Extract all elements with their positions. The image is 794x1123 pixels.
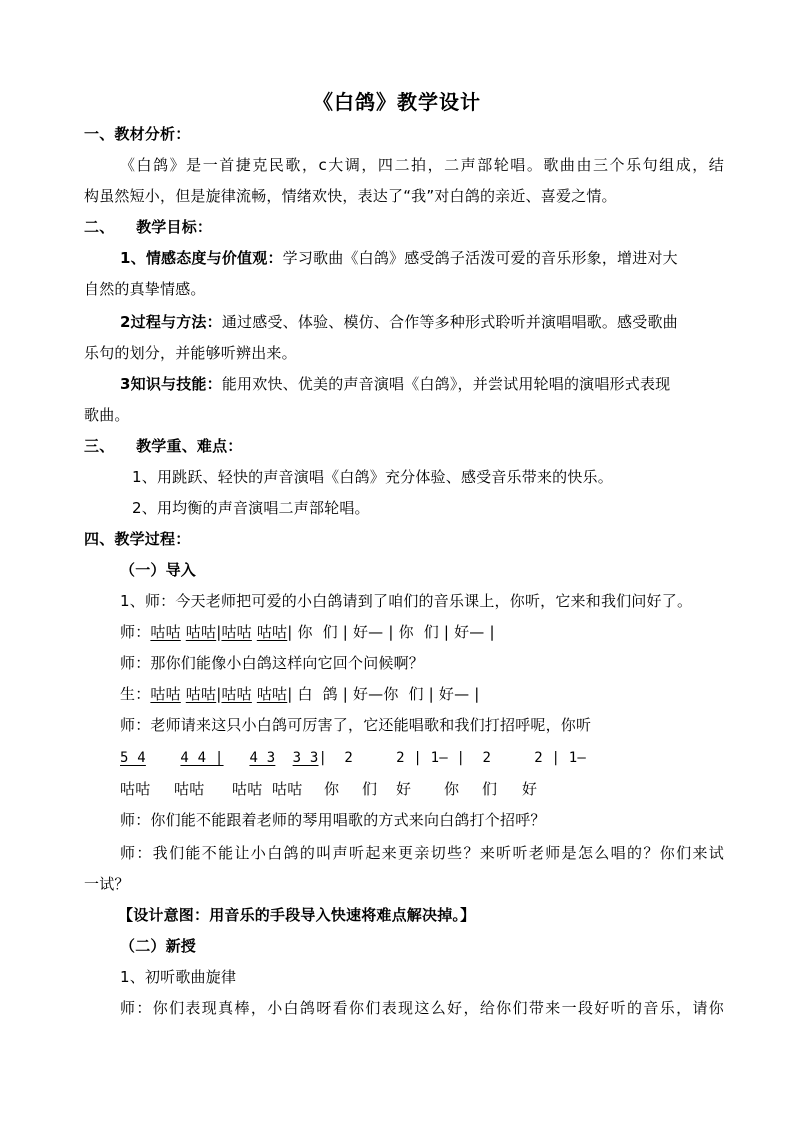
section-heading-analysis: 一、教材分析： (84, 125, 191, 143)
paragraph-line: 1、初听歌曲旋律 (120, 968, 237, 986)
lyric-word: 咕咕 (272, 780, 303, 798)
numbered-notation (120, 748, 724, 768)
section-heading-keypoints (84, 436, 724, 456)
greeting-rest: | 你 们 | 好— | 你 们 | 好— | (287, 623, 495, 641)
subsection-heading-intro: （一）导入 (120, 561, 197, 579)
notation-group: 3 3 (292, 750, 319, 766)
heading-text: 二、 教学目标： (84, 218, 213, 236)
section-heading-goals (84, 217, 724, 237)
lyric-word: 咕咕 (232, 780, 263, 798)
notation-rest: | 2 2 | 1— | 2 2 | 1— (318, 750, 586, 766)
goal-item-1 (120, 248, 724, 268)
lyrics-line (120, 779, 724, 799)
coo-word: 咕咕 (150, 685, 181, 703)
lyric-word: 好 (522, 780, 538, 798)
speaker-label: 生： (120, 685, 151, 703)
lyric-word: 们 (362, 780, 378, 798)
lyric-word: 你 (324, 780, 340, 798)
coo-word: 咕咕 (185, 623, 217, 641)
coo-word: 咕咕 (185, 685, 217, 703)
goal-label: 1、情感态度与价值观： (120, 249, 283, 267)
paragraph-line: 歌曲。 (84, 406, 130, 424)
goal-text: 学习歌曲《白鸽》感受鸽子活泼可爱的音乐形象，增进对大 (282, 249, 678, 267)
greeting-rest: | 白 鸽 | 好—你 们 | 好— | (287, 685, 480, 703)
lyric-word: 们 (482, 780, 498, 798)
speaker-label: 师： (120, 623, 151, 641)
lyric-word: 咕咕 (174, 780, 205, 798)
goal-text: 能用欢快、优美的声音演唱《白鸽》，并尝试用轮唱的演唱形式表现 (221, 375, 671, 393)
paragraph-line: 构虽然短小，但是旋律流畅，情绪欢快，表达了“我”对白鸽的亲近、喜爱之情。 (84, 187, 617, 205)
paragraph-line: 师：老师请来这只小白鸽可厉害了，它还能唱歌和我们打招呼呢，你听 (120, 716, 592, 734)
lyric-word: 咕咕 (120, 780, 151, 798)
paragraph-line: 师：我们能不能让小白鸽的叫声听起来更亲切些？来听听老师是怎么唱的？你们来试 (120, 844, 724, 862)
coo-word: 咕咕 (256, 623, 288, 641)
goal-label: 2过程与方法： (120, 313, 222, 331)
paragraph-line: 师：那你们能像小白鸽这样向它回个问候啊？ (120, 654, 425, 672)
paragraph-line: 自然的真挚情感。 (84, 280, 206, 298)
goal-item-3 (120, 374, 724, 394)
paragraph-line: 师：你们表现真棒，小白鸽呀看你们表现这么好，给你们带来一段好听的音乐，请你 (120, 999, 724, 1017)
goal-label: 3知识与技能： (120, 375, 222, 393)
lyric-word: 你 (444, 780, 460, 798)
document-title: 《白鸽》教学设计 (313, 90, 481, 114)
paragraph-line: 师：你们能不能跟着老师的琴用唱歌的方式来向白鸽打个招呼？ (120, 811, 546, 829)
teacher-greeting-line: 师：咕咕 咕咕|咕咕 咕咕| 你 们 | 好— | 你 们 | 好— | (120, 623, 495, 641)
lyric-word: 好 (396, 780, 412, 798)
notation-group: 5 4 (120, 750, 146, 766)
paragraph-line: 《白鸽》是一首捷克民歌，c大调，四二拍，二声部轮唱。歌曲由三个乐句组成，结 (120, 156, 724, 174)
goal-text: 通过感受、体验、模仿、合作等多种形式聆听并演唱唱歌。感受歌曲 (221, 313, 678, 331)
coo-word: 咕咕 (221, 685, 252, 703)
coo-word: 咕咕 (221, 623, 252, 641)
design-intent-note: 【设计意图：用音乐的手段导入快速将难点解决掉。】 (118, 906, 476, 924)
subsection-heading-new: （二）新授 (120, 937, 197, 955)
coo-word: 咕咕 (150, 623, 181, 641)
section-heading-process: 四、教学过程： (84, 530, 191, 548)
notation-group: 4 4 | (180, 750, 224, 766)
coo-word: 咕咕 (256, 685, 288, 703)
paragraph-line: 1、师：今天老师把可爱的小白鸽请到了咱们的音乐课上，你听，它来和我们问好了。 (120, 592, 693, 610)
keypoint-1: 1、用跳跃、轻快的声音演唱《白鸽》充分体验、感受音乐带来的快乐。 (132, 468, 613, 486)
keypoint-2: 2、用均衡的声音演唱二声部轮唱。 (132, 499, 370, 517)
paragraph-line: 一试？ (84, 875, 130, 893)
goal-item-2 (120, 312, 724, 332)
paragraph-line: 乐句的划分，并能够听辨出来。 (84, 344, 297, 362)
notation-group: 4 3 (249, 750, 276, 766)
student-greeting-line: 生：咕咕 咕咕|咕咕 咕咕| 白 鸽 | 好—你 们 | 好— | (120, 685, 480, 703)
heading-text: 三、 教学重、难点： (84, 437, 243, 455)
